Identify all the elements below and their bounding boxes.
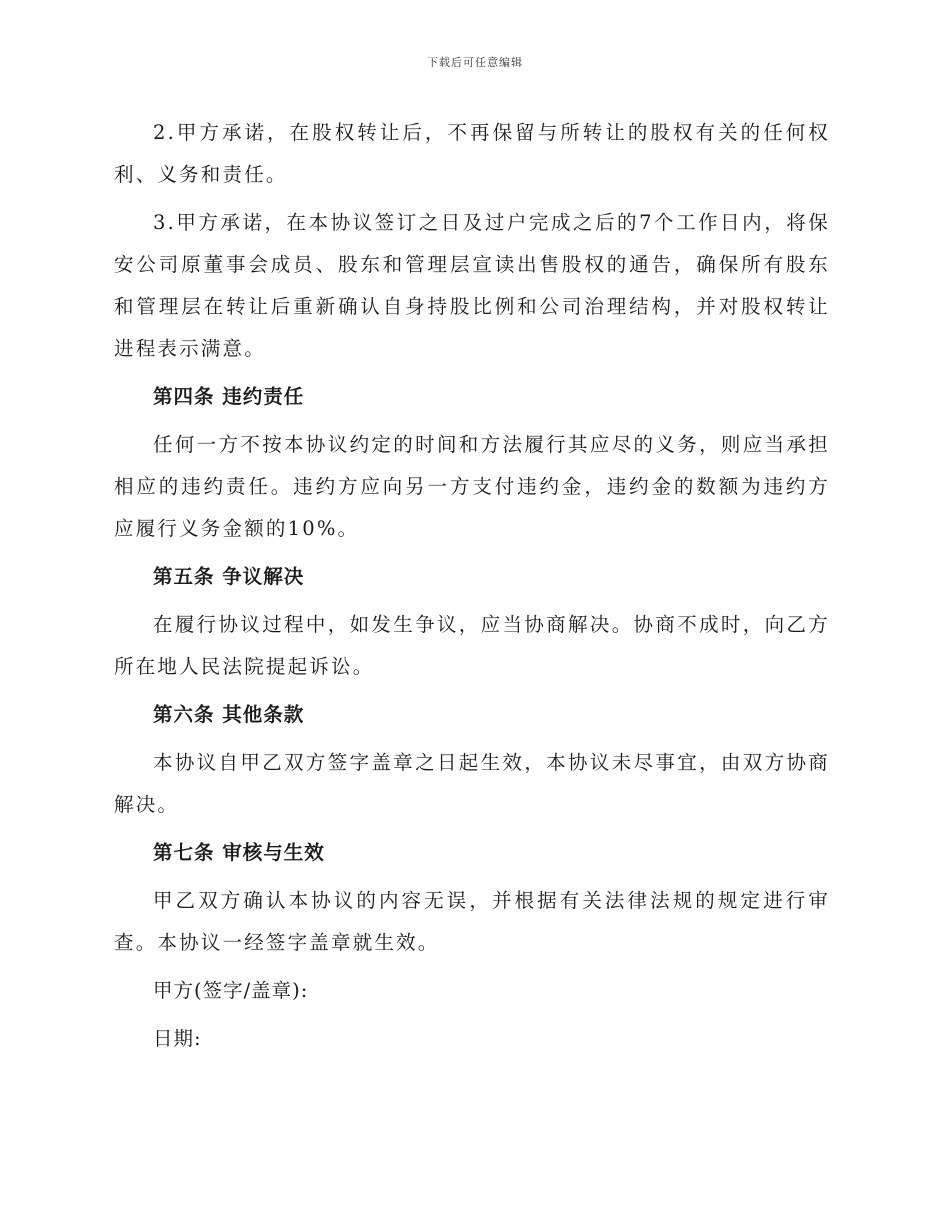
clause-4-heading: 第四条 违约责任 [153, 385, 305, 408]
party-a-signature-line: 甲方(签字/盖章): [153, 979, 309, 1002]
document-body [114, 112, 830, 1066]
clause-7-text: 甲乙双方确认本协议的内容无误，并根据有关法律法规的规定进行审查。本协议一经签字盖章就生效。 [114, 889, 830, 954]
clause-3-item-3: 3.甲方承诺，在本协议签订之日及过户完成之后的7个工作日内，将保安公司原董事会成员、股东和管理层宣读出售股权的通告，确保所有股东和管理层在转让后重新确认自身持股比例和公司治理结构，并对股权转让进程表示满意。 [114, 211, 830, 360]
clause-6-text: 本协议自甲乙双方签字盖章之日起生效，本协议未尽事宜，由双方协商解决。 [114, 751, 830, 816]
clause-6-heading: 第六条 其他条款 [153, 703, 305, 726]
clause-4-text: 任何一方不按本协议约定的时间和方法履行其应尽的义务，则应当承担相应的违约责任。违约方应向另一方支付违约金，违约金的数额为违约方应履行义务金额的10%。 [114, 433, 830, 540]
signature-date-line: 日期: [153, 1027, 202, 1050]
page-header: 下载后可任意编辑 [427, 56, 523, 69]
clause-3-item-2: 2.甲方承诺，在股权转让后，不再保留与所转让的股权有关的任何权利、义务和责任。 [114, 121, 830, 186]
clause-5-text: 在履行协议过程中，如发生争议，应当协商解决。协商不成时，向乙方所在地人民法院提起诉讼。 [114, 613, 830, 678]
clause-7-heading: 第七条 审核与生效 [153, 841, 325, 864]
clause-5-heading: 第五条 争议解决 [153, 565, 305, 588]
